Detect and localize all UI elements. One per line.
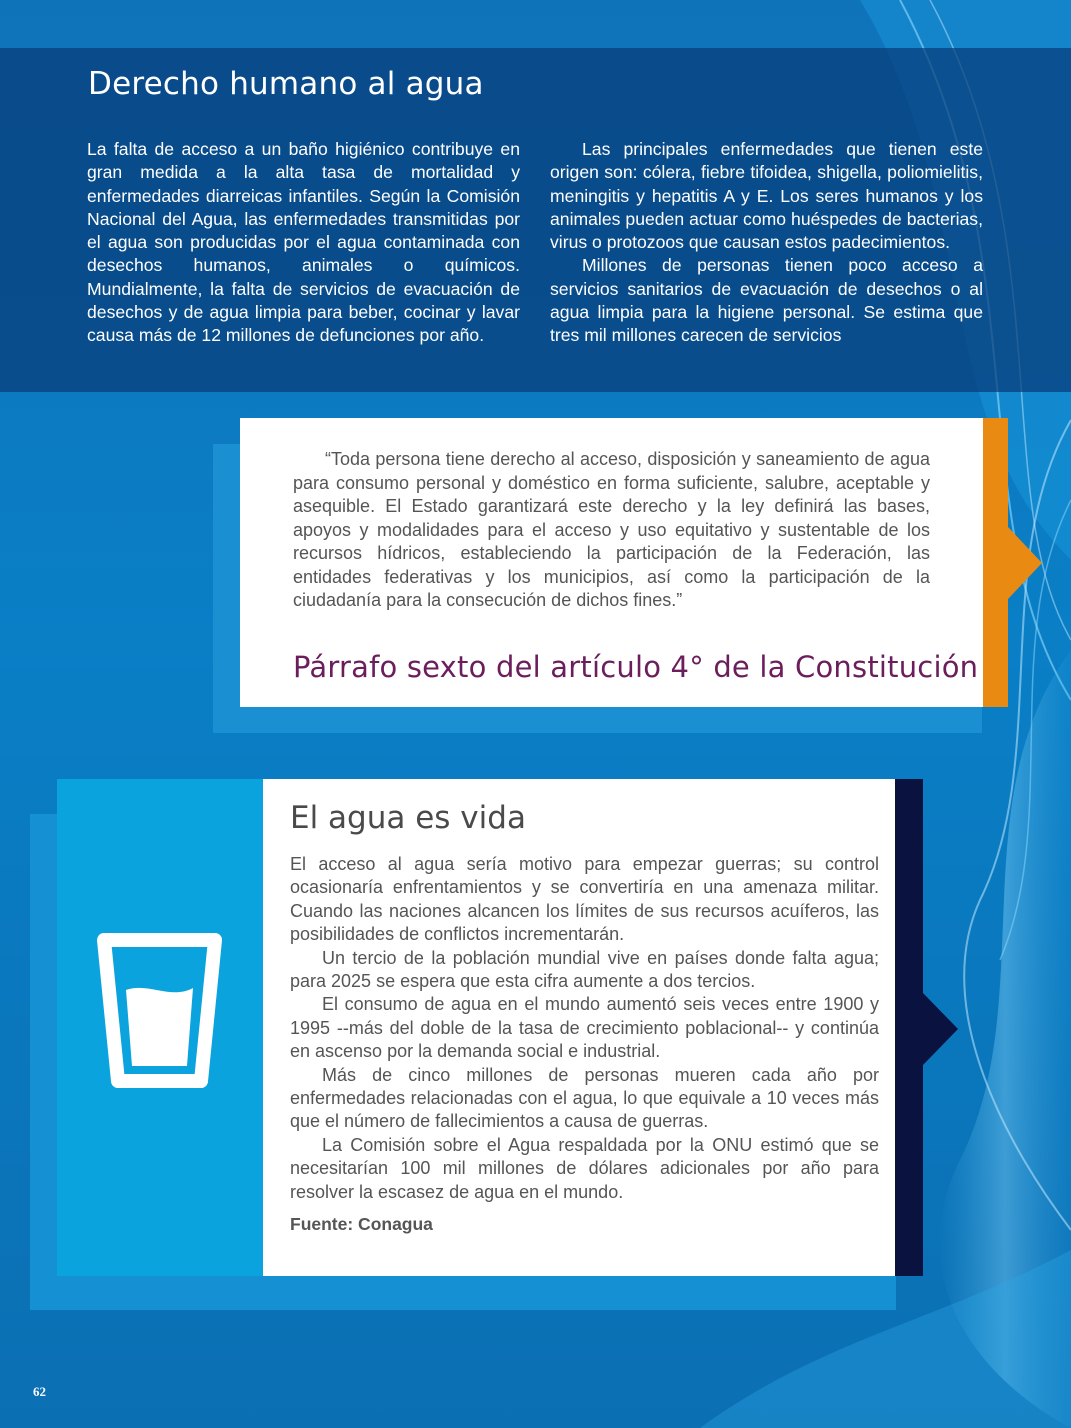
- intro-column-left: [87, 138, 520, 348]
- info-box-body: [290, 853, 879, 1204]
- info-paragraph: Más de cinco millones de personas mueren cada año por enfermedades relacionadas con el agua, lo que equivale a 10 veces más que el número de fallecimientos a causa de guerras.: [290, 1064, 879, 1132]
- info-box-source: Fuente: Conagua: [290, 1214, 433, 1234]
- section-title: Derecho humano al agua: [88, 66, 484, 102]
- water-glass-icon: [96, 930, 223, 1091]
- page-number: 62: [33, 1384, 46, 1399]
- quote-arrow-icon: [1008, 527, 1044, 599]
- info-arrow-icon: [923, 993, 959, 1065]
- info-paragraph: Un tercio de la población mundial vive en países donde falta agua; para 2025 se espera que esta cifra aumente a dos tercios.: [290, 947, 879, 992]
- intro-paragraph: La falta de acceso a un baño higiénico contribuye en gran medida a la alta tasa de mortalidad y enfermedades diarreicas infantiles. Según la Comisión Nacional del Agua, las enfermedades transmitidas por el agua son producidas por el agua contaminada con desechos humanos, animales o químicos. Mundialmente, la falta de servicios de evacuación de desechos y de agua limpia para beber, cocinar y lavar causa más de 12 millones de defunciones por año.: [87, 139, 520, 346]
- intro-paragraph: Millones de personas tienen poco acceso a servicios sanitarios de evacuación de desechos o al agua limpia para la higiene personal. Se estima que tres mil millones carecen de servicios: [550, 255, 983, 346]
- info-paragraph: La Comisión sobre el Agua respaldada por la ONU estimó que se necesitarían 100 mil millones de dólares adicionales por año para resolver la escasez de agua en el mundo.: [290, 1134, 879, 1202]
- info-box-title: El agua es vida: [290, 800, 526, 836]
- intro-column-right: [550, 138, 983, 348]
- info-paragraph: El acceso al agua sería motivo para empezar guerras; su control ocasionaría enfrentamientos y se convertiría en una amenaza militar. Cuando las naciones alcancen los límites de sus recursos acuíferos, las posibilidades de conflictos incrementarán.: [290, 854, 879, 945]
- intro-paragraph: Las principales enfermedades que tienen este origen son: cólera, fiebre tifoidea, shigella, poliomielitis, meningitis y hepatitis A y E. Los seres humanos y los animales pueden actuar como huéspedes de bacterias, virus o protozoos que causan estos padecimientos.: [550, 139, 983, 253]
- quote-source: Párrafo sexto del artículo 4° de la Constitución: [293, 650, 979, 684]
- quote-text: “Toda persona tiene derecho al acceso, disposición y saneamiento de agua para consumo personal y doméstico en forma suficiente, salubre, aceptable y asequible. El Estado garantizará este derecho y la ley definirá las bases, apoyos y modalidades para el acceso y uso equitativo y sustentable de los recursos hídricos, estableciendo la participación de la Federación, las entidades federativas y los municipios, así como la participación de la ciudadanía para la consecución de dichos fines.”: [293, 449, 930, 610]
- quote-accent-bar: [983, 418, 1008, 707]
- info-paragraph: El consumo de agua en el mundo aumentó seis veces entre 1900 y 1995 --más del doble de la tasa de crecimiento poblacional-- y continúa en ascenso por la demanda social e industrial.: [290, 994, 879, 1062]
- info-box-accent-bar: [895, 779, 923, 1276]
